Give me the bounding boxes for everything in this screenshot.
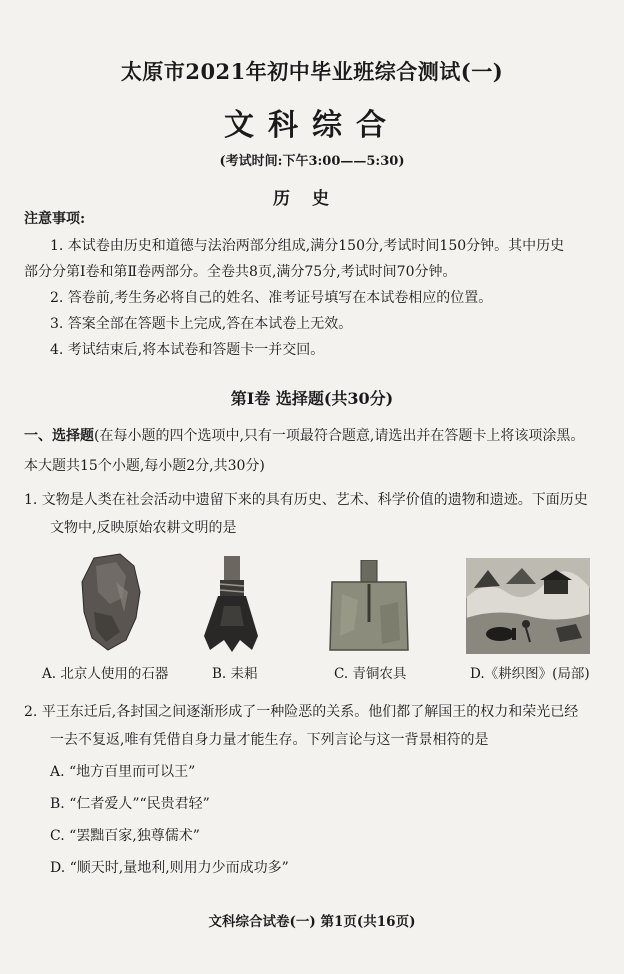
instruction-line2: 本大题共15个小题,每小题2分,共30分) bbox=[24, 458, 265, 474]
q2-stem-line2: 一去不复返,唯有凭借自身力量才能生存。下列言论与这一背景相符的是 bbox=[50, 732, 489, 748]
note-item: 4. 考试结束后,将本试卷和答题卡一并交回。 bbox=[50, 342, 325, 358]
exam-time: (考试时间:下午3:00——5:30) bbox=[219, 154, 405, 169]
subject-title: 文科综合 bbox=[224, 108, 400, 143]
instruction bbox=[24, 426, 604, 446]
q1-stem-line2: 文物中,反映原始农耕文明的是 bbox=[50, 520, 237, 536]
instruction-text: (在每小题的四个选项中,只有一项最符合题意,请选出并在答题卡上将该项涂黑。 bbox=[94, 428, 585, 444]
exam-title: 太原市2021年初中毕业班综合测试(一) bbox=[120, 59, 504, 84]
bronze-spade-icon bbox=[328, 560, 410, 652]
note-item: 部分分第Ⅰ卷和第Ⅱ卷两部分。全卷共8页,满分75分,考试时间70分钟。 bbox=[24, 264, 457, 280]
q1-option-d: D.《耕织图》(局部) bbox=[470, 666, 590, 682]
page-footer: 文科综合试卷(一) 第1页(共16页) bbox=[208, 914, 416, 930]
notes-title: 注意事项: bbox=[24, 211, 86, 227]
q1-option-a: A. 北京人使用的石器 bbox=[42, 666, 169, 682]
note-item: 3. 答案全部在答题卡上完成,答在本试卷上无效。 bbox=[50, 316, 353, 332]
instruction-label: 一、选择题 bbox=[24, 428, 94, 444]
note-item: 2. 答卷前,考生务必将自己的姓名、准考证号填写在本试卷相应的位置。 bbox=[50, 290, 493, 306]
farming-painting-icon bbox=[466, 558, 590, 654]
q2-option-a: A. “地方百里而可以王” bbox=[50, 764, 196, 780]
q2-option-d: D. “顺天时,量地利,则用力少而成功多” bbox=[50, 860, 289, 876]
stone-tool-icon bbox=[76, 552, 146, 652]
leisi-tool-icon bbox=[200, 556, 262, 656]
q2-stem-line1: 2. 平王东迁后,各封国之间逐渐形成了一种险恶的关系。他们都了解国王的权力和荣光已经 bbox=[24, 704, 579, 720]
q1-option-c: C. 青铜农具 bbox=[334, 666, 407, 682]
q1-option-b: B. 耒耜 bbox=[212, 666, 258, 682]
q2-option-c: C. “罢黜百家,独尊儒术” bbox=[50, 828, 200, 844]
section-title: 历史 bbox=[273, 189, 351, 209]
q2-option-b: B. “仁者爱人”“民贵君轻” bbox=[50, 796, 210, 812]
q1-stem-line1: 1. 文物是人类在社会活动中遗留下来的具有历史、艺术、科学价值的遗物和遗迹。下面历史 bbox=[24, 492, 588, 508]
part-heading: 第Ⅰ卷 选择题(共30分) bbox=[230, 389, 394, 408]
note-item: 1. 本试卷由历史和道德与法治两部分组成,满分150分,考试时间150分钟。其中历史 bbox=[50, 238, 565, 254]
